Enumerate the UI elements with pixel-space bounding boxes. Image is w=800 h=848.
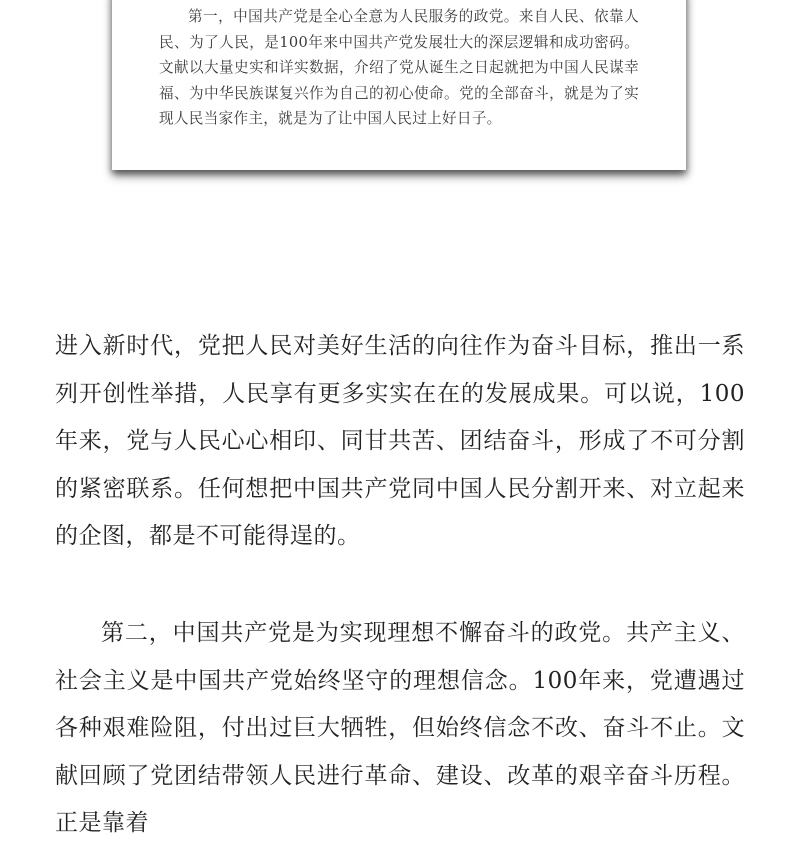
excerpt-paragraph: 第一，中国共产党是全心全意为人民服务的政党。来自人民、依靠人民、为了人民，是100年来中国共产党发展壮大的深层逻辑和成功密码。文献以大量史实和详实数据，介绍了党从诞生之日起就把为中国人民谋幸福、为中华民族谋复兴作为自己的初心使命。党的全部奋斗，就是为了实现人民当家作主，就是为了让中国人民过上好日子。 [159, 8, 639, 127]
body-paragraph-1: 进入新时代，党把人民对美好生活的向往作为奋斗目标，推出一系列开创性举措，人民享有更多实实在在的发展成果。可以说，100年来，党与人民心心相印、同甘共苦、团结奋斗，形成了不可分割的紧密联系。任何想把中国共产党同中国人民分割开来、对立起来的企图，都是不可能得逞的。 [55, 333, 745, 549]
excerpt-card [112, 0, 686, 170]
body-paragraph-2: 第二，中国共产党是为实现理想不懈奋斗的政党。共产主义、社会主义是中国共产党始终坚守的理想信念。100年来，党遭遇过各种艰难险阻，付出过巨大牺牲，但始终信念不改、奋斗不止。文献回顾了党团结带领人民进行革命、建设、改革的艰辛奋斗历程。正是靠着 [55, 620, 745, 836]
